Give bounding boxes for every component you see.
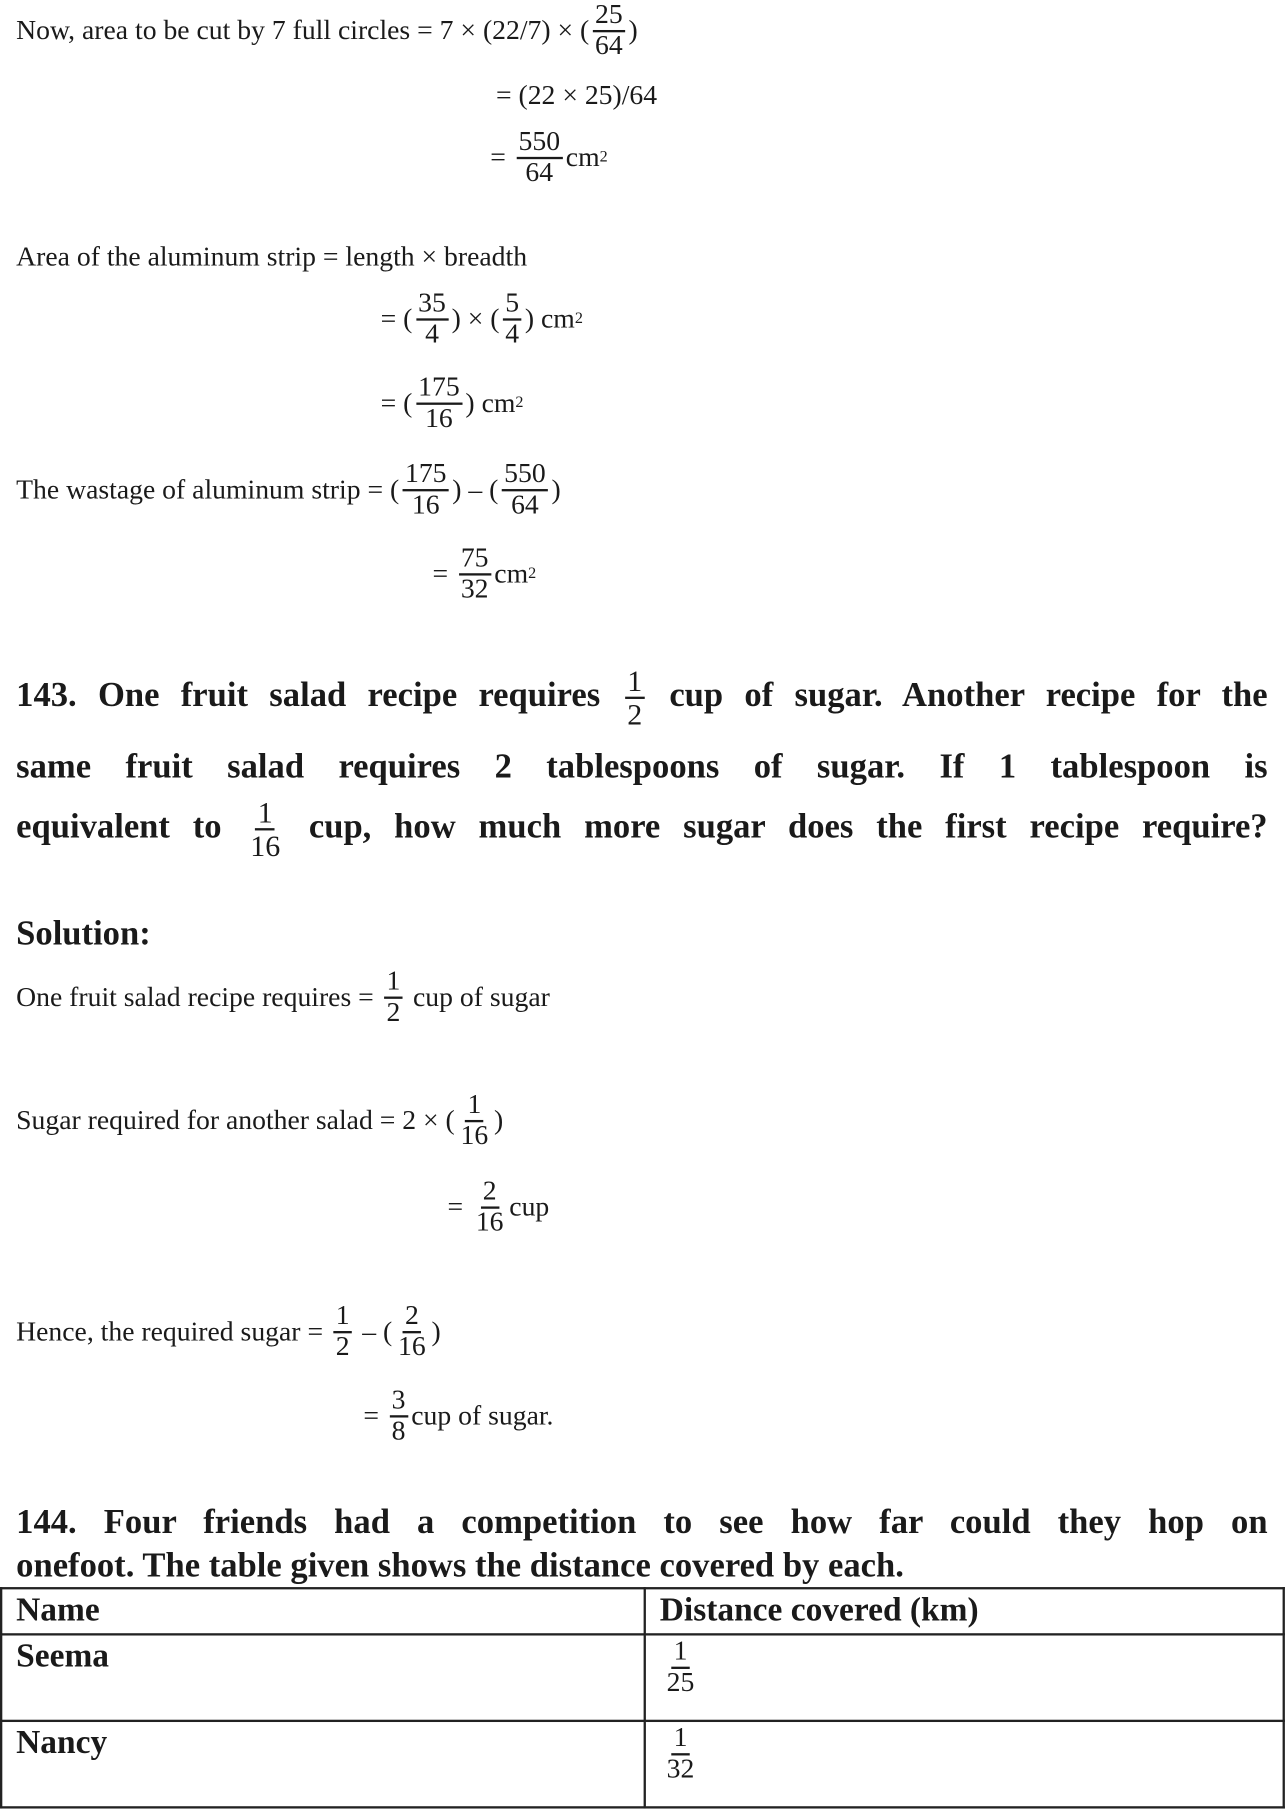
header-name: Name [1,1588,645,1634]
numerator: 1 [671,1724,689,1755]
exponent: 2 [574,310,583,328]
fraction [664,1724,696,1784]
denominator: 64 [511,490,539,521]
text: Now, area to be cut by 7 full circles = 7 × (22/7) × ( [16,15,590,46]
text: ) [628,15,638,46]
solution-line-d [16,1298,441,1367]
numerator: 550 [502,460,548,491]
denominator: 64 [595,31,623,62]
numerator: 2 [480,1177,498,1208]
text: same fruit salad requires 2 tablespoons of sugar. If 1 tablespoon is [16,747,1268,786]
text: – ( [355,1316,393,1347]
fraction [389,1386,407,1446]
text: = (22 × 25)/64 [495,80,658,111]
fraction [593,1,625,61]
numerator: 550 [516,128,562,159]
text: 144. Four friends had a competition to see how far could they hop on [16,1502,1268,1541]
fraction [459,544,491,604]
text: cup of sugar. Another recipe for the [669,675,1268,714]
numerator: 5 [503,289,521,320]
denominator: 25 [666,1668,695,1699]
circles-area-line [16,0,638,66]
text: = ( [380,303,413,334]
circles-area-result [490,123,608,192]
fraction [416,289,448,349]
fraction [625,665,645,730]
circles-area-step2 [496,61,657,130]
denominator: 16 [460,1121,489,1152]
denominator: 64 [525,158,554,189]
text: cup, how much more sugar does the first recipe require? [308,807,1268,846]
solution-line-c [448,1173,550,1242]
numerator: 25 [593,1,625,32]
text: onefoot. The table given shows the distance covered by each. [16,1546,904,1585]
numerator: 3 [389,1386,407,1417]
name-cell: Nancy [1,1721,645,1808]
numerator: 1 [333,1302,351,1333]
fraction [396,1302,428,1362]
denominator: 2 [386,997,401,1028]
distance-cell [645,1721,1284,1808]
numerator: 175 [416,373,462,404]
denominator: 16 [250,829,281,863]
denominator: 32 [460,574,489,605]
text: The wastage of aluminum strip = ( [16,474,400,505]
unit: cm [494,558,529,589]
numerator: 2 [403,1302,421,1333]
text: = [363,1400,386,1431]
text: ) cm [465,388,516,419]
numerator: 75 [459,544,491,575]
text: ) cm [524,303,575,334]
header-distance: Distance covered (km) [645,1588,1284,1634]
numerator: 1 [625,665,645,699]
strip-area-line [16,223,527,292]
fraction [416,373,462,433]
text: Area of the aluminum strip = length × breadth [16,241,528,272]
table-row [1,1721,1284,1808]
fraction [502,460,548,520]
fraction [248,797,283,862]
text: ) [493,1105,504,1136]
numerator: 175 [403,460,449,491]
numerator: 1 [255,797,275,831]
distance-cell [645,1634,1284,1721]
text: Solution: [16,914,151,953]
text: = [432,558,456,589]
distance-table [0,1587,1285,1808]
unit: cm [565,142,600,173]
fraction [664,1638,696,1698]
table-header-row [1,1588,1284,1634]
strip-area-step [381,285,583,354]
text: ) [551,474,561,505]
text: ) × ( [451,303,500,334]
fraction [333,1302,351,1362]
denominator: 16 [398,1332,426,1363]
exponent: 2 [599,148,608,167]
denominator: 2 [335,1332,350,1363]
text: 143. One fruit salad recipe requires [16,675,601,714]
denominator: 16 [411,490,440,521]
solution-line-b [16,1087,503,1156]
text: cup of sugar [406,982,550,1013]
text: = ( [380,388,413,419]
fraction [516,128,562,188]
fraction [384,967,402,1027]
text: One fruit salad recipe requires = [16,982,381,1013]
question-143-line-1 [16,661,1267,730]
text: = [447,1192,471,1223]
fraction [458,1091,490,1151]
text: ) [431,1316,441,1347]
denominator: 4 [425,319,439,350]
denominator: 8 [391,1416,406,1447]
text: = [490,142,513,173]
numerator: 1 [384,967,402,998]
exponent: 2 [515,394,524,412]
solution-line-a [16,963,550,1032]
numerator: 35 [416,289,448,320]
text: Sugar required for another salad = 2 × ( [16,1105,455,1136]
question-143-line-3 [16,792,1267,861]
exponent: 2 [528,565,537,583]
wastage-line [16,456,561,525]
text: ) – ( [452,474,499,505]
denominator: 4 [505,319,520,350]
text: cup [509,1192,550,1223]
strip-area-result [381,369,524,438]
denominator: 16 [425,403,453,434]
numerator: 1 [671,1638,689,1669]
denominator: 2 [627,697,643,732]
question-143-line-2 [16,732,1267,801]
fraction [503,289,521,349]
fraction [403,460,449,520]
solution-line-e [363,1382,553,1451]
table-row [1,1634,1284,1721]
fraction [474,1177,506,1237]
text: cup of sugar. [411,1400,554,1431]
numerator: 1 [465,1091,483,1122]
denominator: 32 [666,1754,695,1785]
denominator: 16 [475,1207,504,1238]
name-cell: Seema [1,1634,645,1721]
text: equivalent to [16,807,222,846]
wastage-result [433,540,537,609]
solution-heading [16,900,151,969]
text: Hence, the required sugar = [16,1316,330,1347]
